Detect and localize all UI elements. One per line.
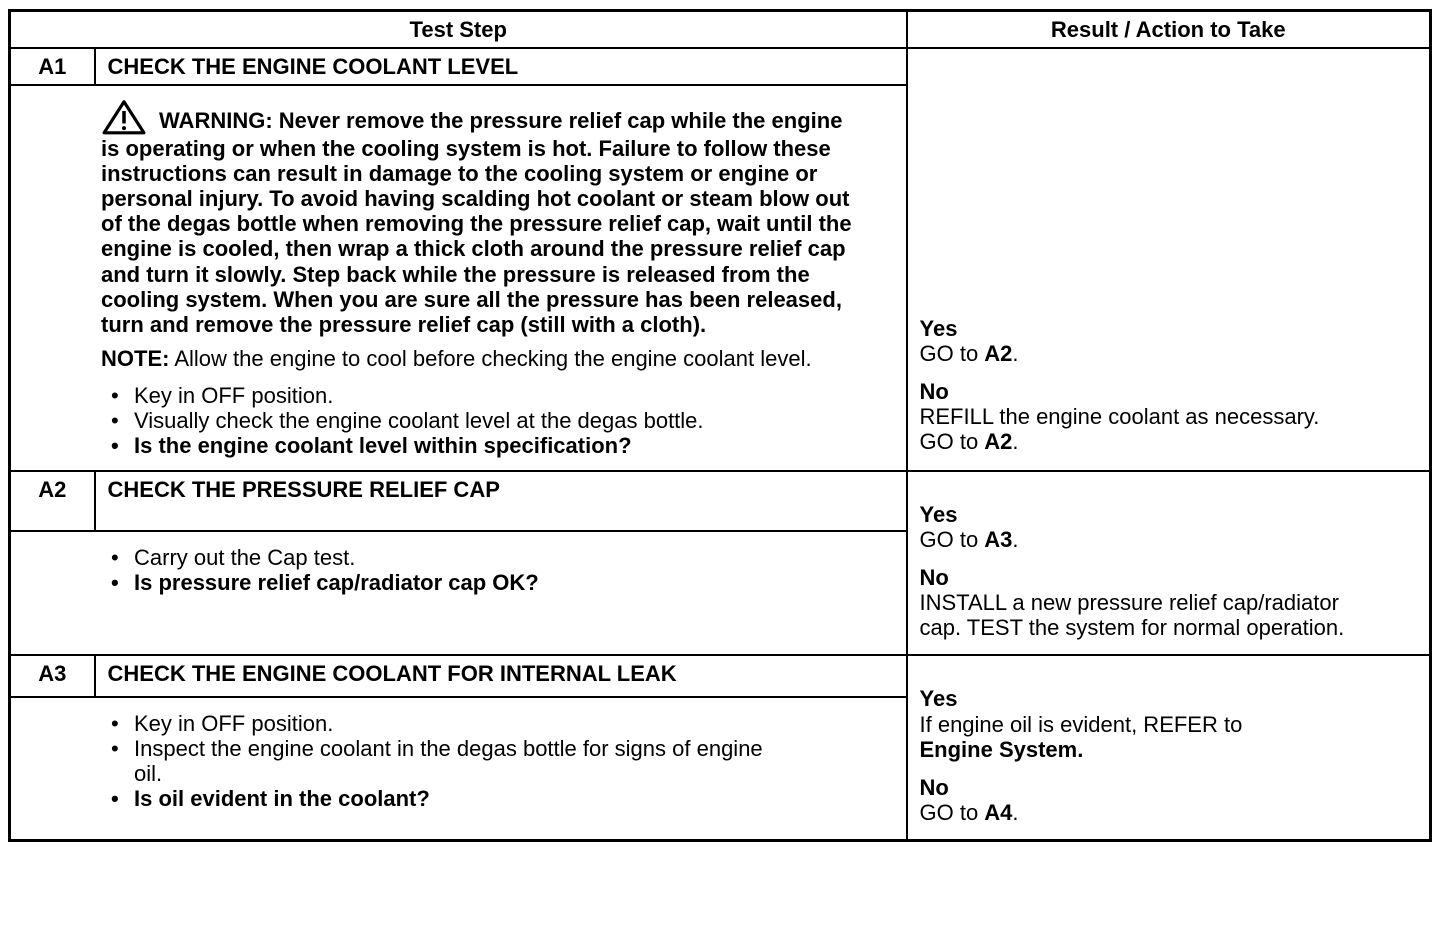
step-a1-id: A1 [10, 48, 95, 85]
result-yes-action [920, 341, 1360, 366]
bullet-marker: • [111, 736, 119, 762]
list-item [101, 383, 781, 408]
bullet-marker: • [111, 786, 119, 812]
step-a2-result-no [920, 565, 1360, 640]
warning-paragraph [101, 99, 866, 337]
action-target-reference: Engine System. [919, 736, 1084, 762]
bullet-marker: • [111, 711, 119, 737]
step-a2-bullet-list [101, 545, 781, 595]
action-text: GO to [919, 527, 985, 553]
result-yes-action-reference [920, 737, 1360, 762]
action-text: . [1012, 527, 1019, 553]
step-a3-title: CHECK THE ENGINE COOLANT FOR INTERNAL LEAK [95, 655, 907, 697]
step-a1-result-no [920, 379, 1360, 454]
note-label: NOTE: [101, 345, 170, 371]
result-yes-action [920, 527, 1360, 552]
bullet-text: Inspect the engine coolant in the degas bottle for signs of engine oil. [134, 736, 763, 787]
action-text: GO to [919, 799, 985, 825]
column-header-test-step: Test Step [10, 11, 907, 49]
action-text: . [1012, 429, 1019, 455]
result-no-action: INSTALL a new pressure relief cap/radiator cap. TEST the system for normal operation. [919, 590, 1345, 641]
step-a3-bullet-list [101, 711, 781, 811]
bullet-marker: • [111, 544, 119, 570]
step-a2-result-cell [907, 471, 1431, 655]
step-a2-result-yes [920, 502, 1360, 552]
note-paragraph [101, 346, 866, 371]
list-item [101, 408, 781, 433]
result-yes-label: Yes [919, 315, 958, 341]
result-yes-label: Yes [919, 686, 958, 712]
result-yes-label: Yes [919, 502, 958, 528]
bullet-text: Key in OFF position. [134, 711, 334, 737]
result-no-label: No [919, 774, 949, 800]
list-item-question [101, 786, 781, 811]
note-text: Allow the engine to cool before checking the engine coolant level. [174, 345, 812, 371]
table-header-row [10, 11, 1431, 49]
step-a3-body-cell [10, 697, 907, 840]
step-a3-result-no [920, 775, 1360, 825]
step-a1-result-cell [907, 48, 1431, 471]
bullet-marker: • [111, 570, 119, 596]
column-header-result-action: Result / Action to Take [907, 11, 1431, 49]
bullet-text: Is oil evident in the coolant? [134, 786, 430, 812]
bullet-text: Key in OFF position. [134, 382, 334, 408]
action-text: . [1012, 340, 1019, 366]
warning-text: WARNING: Never remove the pressure relief cap while the engine is operating or when the cooling system is hot. Failure to follow these instructions can result in damage to the cooling system or engine or personal injury. To avoid having scalding hot coolant or steam blow out of the degas bottle when removing the pressure relief cap, wait until the engine is cooled, then wrap a thick cloth around the pressure relief cap and turn it slowly. Step back while the pressure is released from the cooling system. When you are sure all the pressure has been released, turn and remove the pressure relief cap (still with a cloth). [101, 108, 852, 337]
list-item [101, 711, 781, 736]
pinpoint-test-table [8, 9, 1432, 842]
step-a3-id: A3 [10, 655, 95, 697]
bullet-text: Carry out the Cap test. [134, 544, 356, 570]
bullet-marker: • [111, 407, 119, 433]
step-a3-result-cell [907, 655, 1431, 840]
result-no-label: No [919, 378, 949, 404]
action-target-step: A2 [984, 340, 1013, 366]
action-target-step: A2 [984, 429, 1013, 455]
step-a1-title-row [10, 48, 1431, 85]
step-a3-title-row [10, 655, 1431, 697]
bullet-marker: • [111, 382, 119, 408]
action-text: . [1012, 799, 1019, 825]
step-a1-body-cell [10, 85, 907, 471]
step-a3-result-yes [920, 686, 1360, 761]
bullet-text: Visually check the engine coolant level at the degas bottle. [134, 407, 704, 433]
step-a2-title: CHECK THE PRESSURE RELIEF CAP [95, 471, 907, 531]
bullet-text: Is the engine coolant level within specification? [134, 433, 632, 459]
step-a1-title: CHECK THE ENGINE COOLANT LEVEL [95, 48, 907, 85]
list-item [101, 736, 781, 786]
action-target-step: A3 [984, 527, 1013, 553]
bullet-text: Is pressure relief cap/radiator cap OK? [134, 570, 539, 596]
result-no-action [920, 429, 1360, 454]
result-no-label: No [919, 565, 949, 591]
step-a1-result-yes [920, 316, 1360, 366]
step-a2-title-row [10, 471, 1431, 531]
list-item [101, 545, 781, 570]
warning-icon [101, 108, 159, 133]
action-target-step: A4 [984, 799, 1013, 825]
result-no-action: REFILL the engine coolant as necessary. [919, 403, 1320, 429]
action-text: GO to [919, 340, 985, 366]
step-a2-id: A2 [10, 471, 95, 531]
result-no-action [920, 800, 1360, 825]
result-yes-action: If engine oil is evident, REFER to [919, 711, 1243, 737]
step-a1-bullet-list [101, 383, 781, 458]
step-a2-body-cell [10, 531, 907, 656]
list-item-question [101, 570, 781, 595]
list-item-question [101, 433, 781, 458]
action-text: GO to [919, 429, 985, 455]
bullet-marker: • [111, 433, 119, 459]
